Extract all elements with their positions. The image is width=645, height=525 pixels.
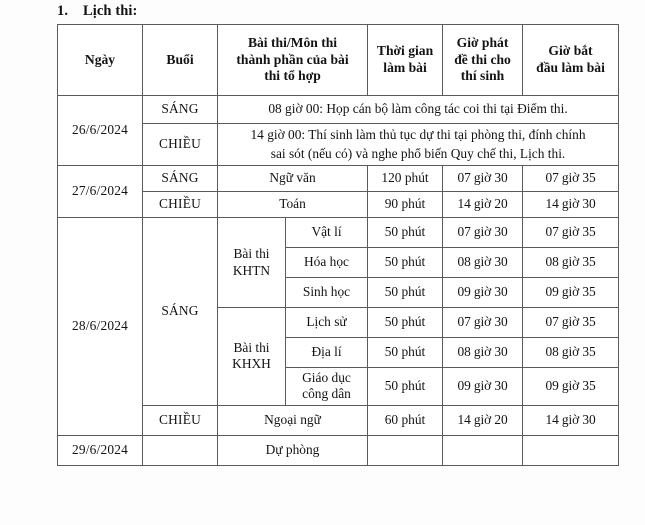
- cell-group-khtn-line1: Bài thi: [233, 246, 270, 262]
- cell-duration-29: [368, 435, 443, 465]
- cell-subject-khxh-2-line2: công dân: [302, 386, 351, 402]
- column-header-subject-line1: Bài thi/Môn thi: [247, 35, 338, 51]
- cell-subject-27-afternoon: Toán: [218, 192, 368, 218]
- cell-duration-27-afternoon: 90 phút: [368, 192, 443, 218]
- cell-subject-khtn-0: Vật lí: [286, 218, 368, 248]
- cell-handout-khtn-0: 07 giờ 30: [443, 218, 523, 248]
- cell-start-khxh-0: 07 giờ 35: [523, 308, 619, 338]
- cell-handout-khxh-0: 07 giờ 30: [443, 308, 523, 338]
- column-header-handout-time: [443, 25, 523, 96]
- column-header-subject-line2: thành phần của bài: [236, 51, 349, 67]
- cell-duration-khxh-0: 50 phút: [368, 308, 443, 338]
- column-header-session: Buổi: [143, 25, 218, 96]
- cell-start-khxh-2: 09 giờ 35: [523, 368, 619, 406]
- cell-session-27-morning: SÁNG: [143, 166, 218, 192]
- cell-date-27: 27/6/2024: [58, 166, 143, 218]
- cell-subject-khxh-0: Lịch sử: [286, 308, 368, 338]
- column-header-date: Ngày: [58, 25, 143, 96]
- cell-group-khtn: [218, 218, 286, 308]
- column-header-handout-time-line2: đề thi cho: [454, 51, 511, 67]
- column-header-handout-time-line3: thí sinh: [460, 68, 505, 84]
- cell-session-29: [143, 435, 218, 465]
- table-row: [58, 218, 619, 248]
- cell-session-28-morning: SÁNG: [143, 218, 218, 406]
- cell-subject-khxh-2-line1: Giáo dục: [302, 370, 351, 385]
- cell-group-khxh-line1: Bài thi: [233, 340, 270, 355]
- section-title: Lịch thi:: [83, 3, 138, 19]
- cell-handout-27-afternoon: 14 giờ 20: [443, 192, 523, 218]
- cell-group-khxh-line2: KHXH: [232, 356, 271, 372]
- cell-subject-khtn-1: Hóa học: [286, 248, 368, 278]
- section-number: 1.: [57, 3, 69, 19]
- table-row: [58, 192, 619, 218]
- cell-duration-khxh-2: 50 phút: [368, 368, 443, 406]
- cell-start-27-afternoon: 14 giờ 30: [523, 192, 619, 218]
- column-header-start-time-line2: đầu làm bài: [536, 60, 605, 75]
- cell-subject-29: Dự phòng: [218, 435, 368, 465]
- cell-group-khtn-line2: KHTN: [232, 262, 271, 278]
- cell-subject-28-afternoon: Ngoại ngữ: [218, 405, 368, 435]
- cell-handout-khtn-1: 08 giờ 30: [443, 248, 523, 278]
- cell-subject-khtn-2: Sinh học: [286, 278, 368, 308]
- cell-start-27-morning: 07 giờ 35: [523, 166, 619, 192]
- table-row: [58, 166, 619, 192]
- cell-duration-28-afternoon: 60 phút: [368, 405, 443, 435]
- cell-handout-khtn-2: 09 giờ 30: [443, 278, 523, 308]
- cell-session-26-afternoon: CHIỀU: [143, 124, 218, 166]
- column-header-subject: [218, 25, 368, 96]
- cell-start-29: [523, 435, 619, 465]
- exam-schedule-table: [57, 24, 619, 466]
- cell-date-26: 26/6/2024: [58, 96, 143, 166]
- cell-duration-khtn-1: 50 phút: [368, 248, 443, 278]
- cell-note-26-afternoon-line1: 14 giờ 00: Thí sinh làm thủ tục dự thi tại phòng thi, đính chính: [250, 127, 586, 143]
- column-header-duration-line1: Thời gian: [376, 43, 434, 59]
- column-header-duration-line2: làm bài: [383, 60, 427, 75]
- cell-date-29: 29/6/2024: [58, 435, 143, 465]
- cell-note-26-afternoon-line2: sai sót (nếu có) và nghe phổ biến Quy chế thi, Lịch thi.: [270, 145, 566, 161]
- cell-date-28: 28/6/2024: [58, 218, 143, 436]
- column-header-start-time-line1: Giờ bắt: [548, 43, 593, 59]
- cell-duration-27-morning: 120 phút: [368, 166, 443, 192]
- cell-handout-29: [443, 435, 523, 465]
- cell-note-26-morning: 08 giờ 00: Họp cán bộ làm công tác coi thi tại Điểm thi.: [218, 96, 619, 124]
- cell-start-khtn-0: 07 giờ 35: [523, 218, 619, 248]
- cell-start-khtn-2: 09 giờ 35: [523, 278, 619, 308]
- cell-start-khtn-1: 08 giờ 35: [523, 248, 619, 278]
- table-row: [58, 96, 619, 124]
- column-header-subject-line3: thi tổ hợp: [264, 68, 321, 84]
- page-title: [57, 1, 137, 21]
- column-header-duration: [368, 25, 443, 96]
- cell-subject-khxh-2: [286, 368, 368, 406]
- table-header-row: [58, 25, 619, 96]
- cell-start-28-afternoon: 14 giờ 30: [523, 405, 619, 435]
- cell-handout-27-morning: 07 giờ 30: [443, 166, 523, 192]
- cell-subject-khxh-1: Địa lí: [286, 338, 368, 368]
- cell-session-28-afternoon: CHIỀU: [143, 405, 218, 435]
- cell-handout-khxh-1: 08 giờ 30: [443, 338, 523, 368]
- cell-duration-khtn-2: 50 phút: [368, 278, 443, 308]
- cell-duration-khxh-1: 50 phút: [368, 338, 443, 368]
- cell-handout-28-afternoon: 14 giờ 20: [443, 405, 523, 435]
- cell-duration-khtn-0: 50 phút: [368, 218, 443, 248]
- cell-session-26-morning: SÁNG: [143, 96, 218, 124]
- cell-handout-khxh-2: 09 giờ 30: [443, 368, 523, 406]
- column-header-handout-time-line1: Giờ phát: [456, 35, 509, 51]
- cell-note-26-afternoon: [218, 124, 619, 166]
- table-row: [58, 405, 619, 435]
- cell-session-27-afternoon: CHIỀU: [143, 192, 218, 218]
- table-row: [58, 435, 619, 465]
- cell-group-khxh: [218, 308, 286, 406]
- cell-subject-27-morning: Ngữ văn: [218, 166, 368, 192]
- table-row: [58, 124, 619, 166]
- cell-start-khxh-1: 08 giờ 35: [523, 338, 619, 368]
- column-header-start-time: [523, 25, 619, 96]
